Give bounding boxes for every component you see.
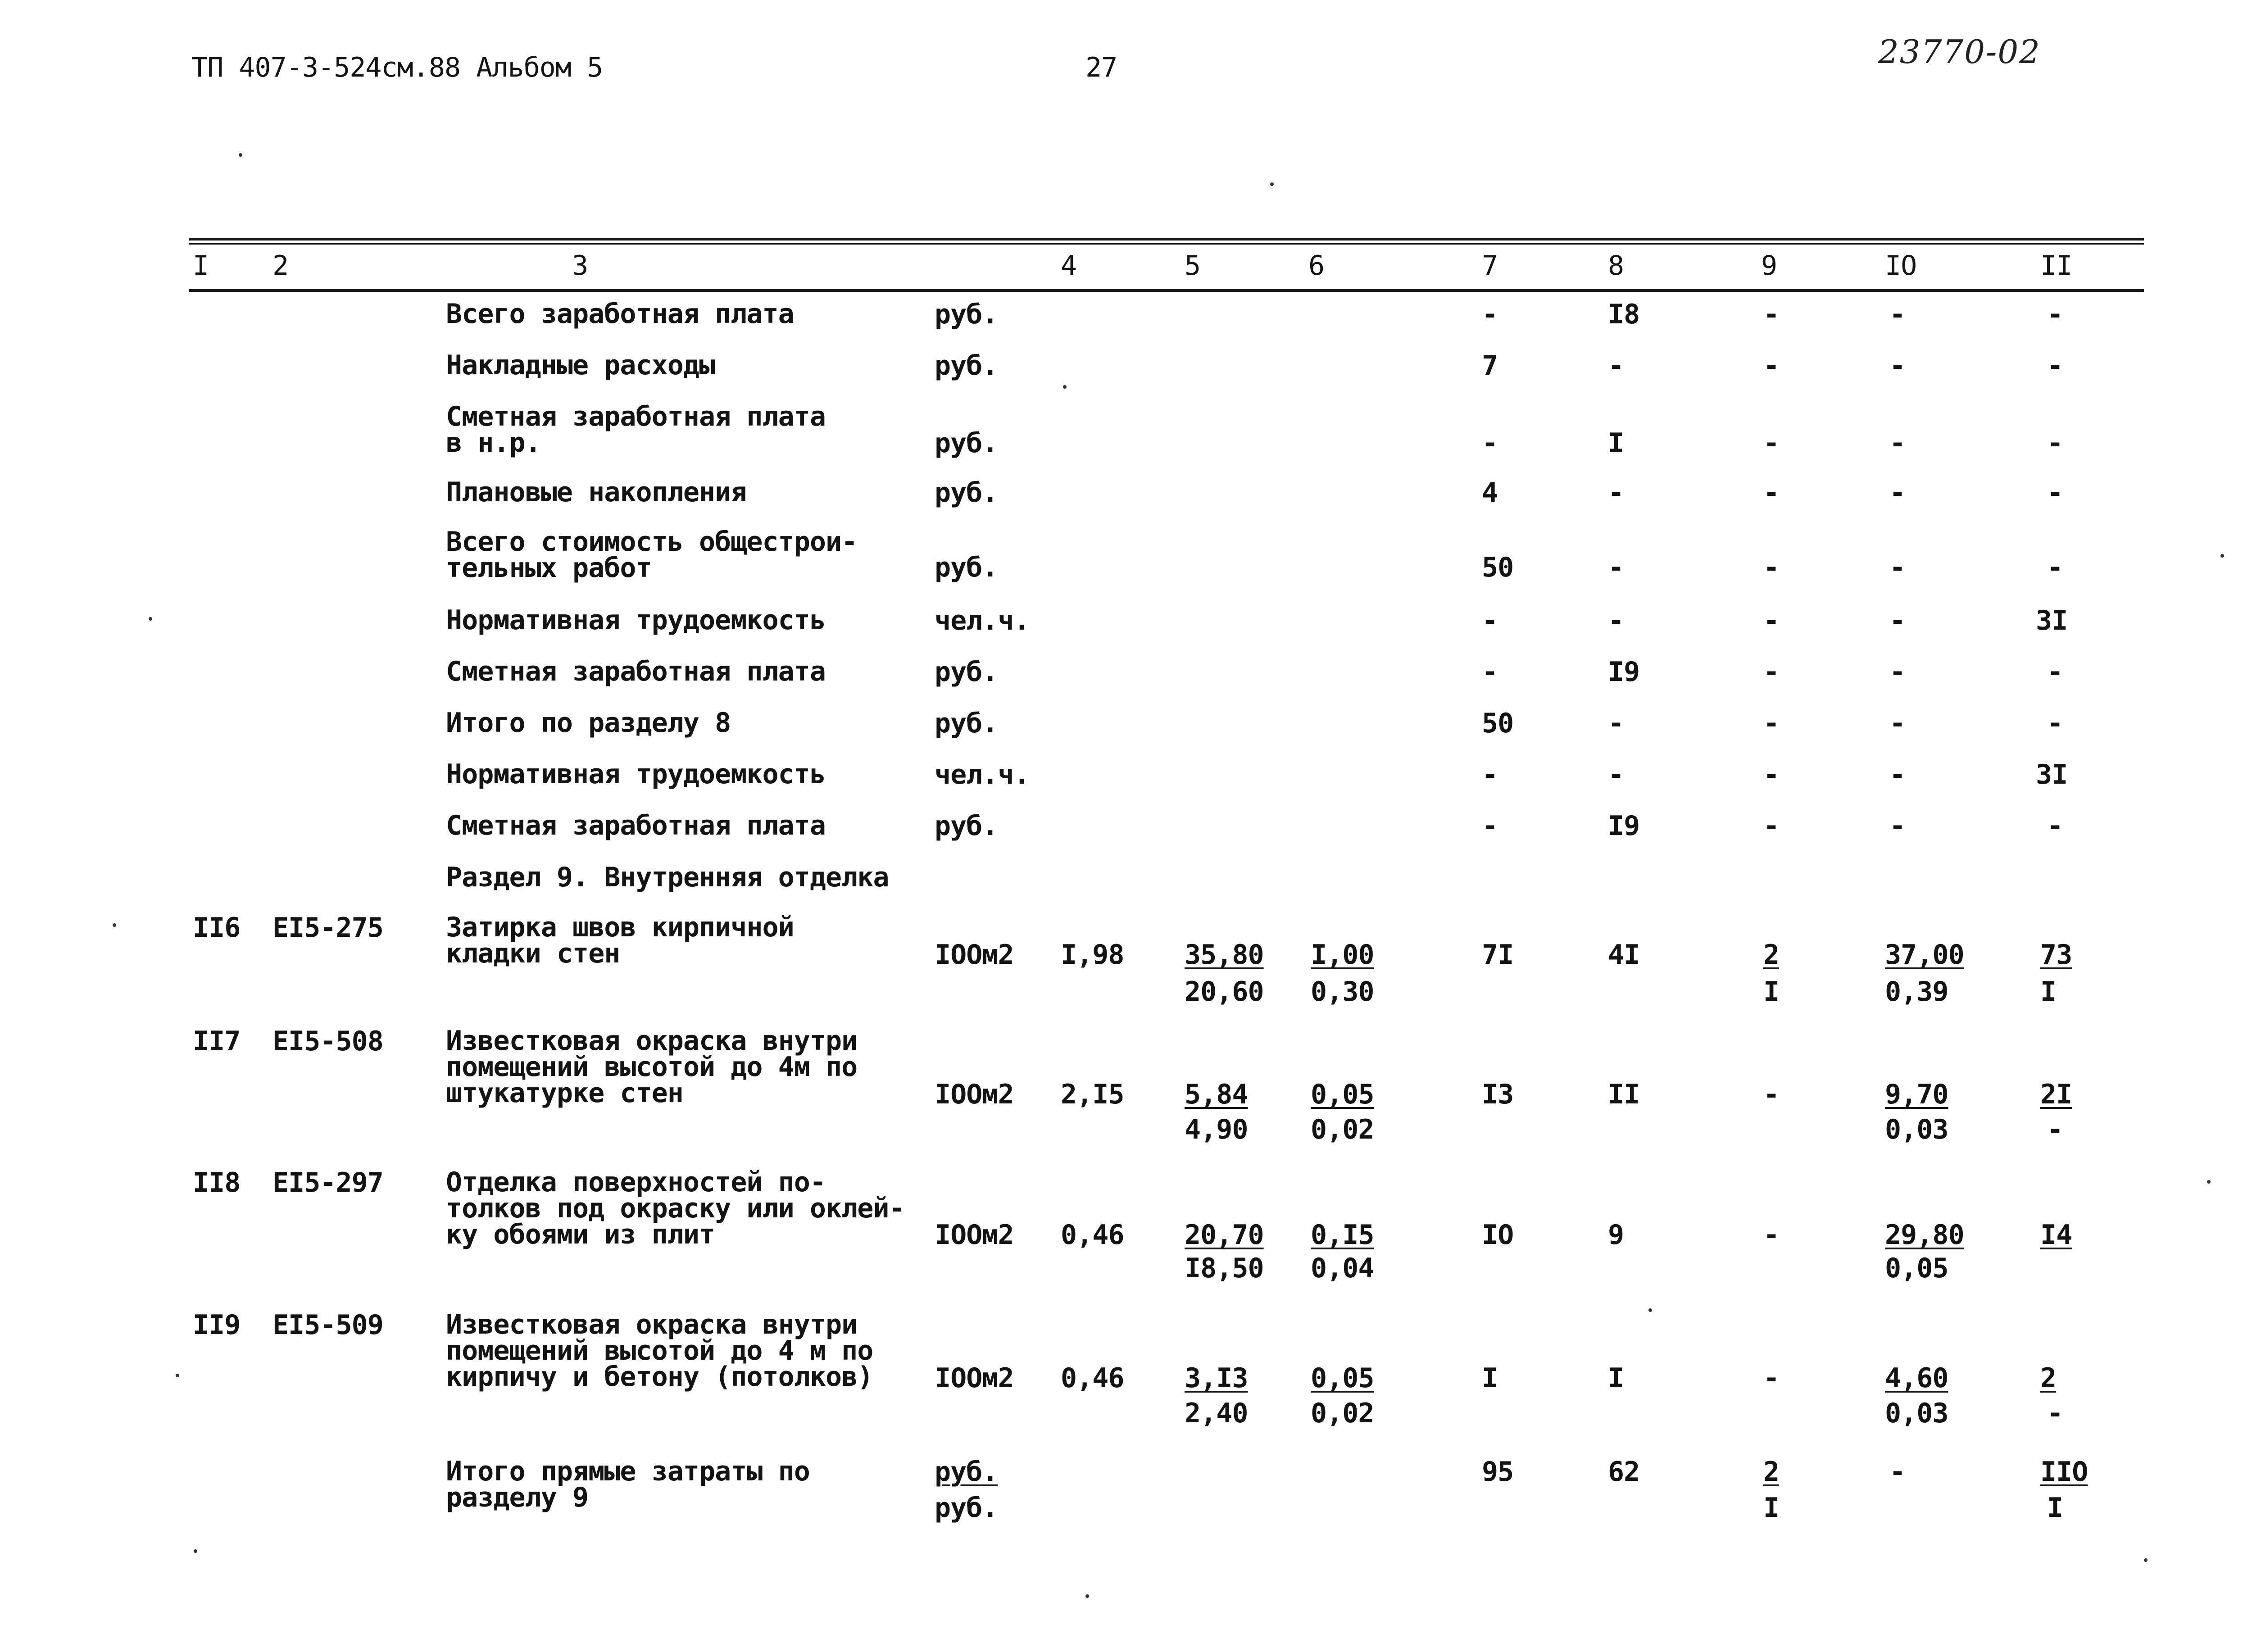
scan-speck bbox=[176, 1374, 179, 1377]
row-unit: руб. bbox=[935, 427, 998, 459]
row-unit: руб. bbox=[935, 810, 998, 842]
item-col5-bottom: 20,60 bbox=[1185, 976, 1264, 1008]
item-code: EI5-509 bbox=[272, 1309, 383, 1341]
item-col9-top: 2 bbox=[1763, 939, 1780, 971]
row-col7: - bbox=[1482, 759, 1498, 790]
row-col10: - bbox=[1889, 656, 1906, 688]
row-col10: - bbox=[1889, 477, 1906, 508]
row-col8: I bbox=[1608, 427, 1624, 459]
row-col8: - bbox=[1608, 477, 1624, 508]
row-col11: - bbox=[2047, 656, 2063, 688]
row-col11: - bbox=[2047, 810, 2063, 842]
item-col9-top: - bbox=[1763, 1362, 1780, 1394]
col-header-4: 4 bbox=[1061, 250, 1077, 281]
item-qty: 0,46 bbox=[1061, 1219, 1124, 1251]
item-qty: I,98 bbox=[1061, 939, 1124, 971]
item-name: Затирка швов кирпичной кладки стен bbox=[446, 912, 794, 969]
row-name: Сметная заработная плата bbox=[446, 656, 826, 687]
row-col8: - bbox=[1608, 759, 1624, 790]
row-col9: - bbox=[1763, 552, 1780, 583]
row-col10: - bbox=[1889, 708, 1906, 739]
item-name: Известковая окраска внутри помещений высотой до 4м по штукатурке стен bbox=[446, 1025, 858, 1109]
item-number: II6 bbox=[193, 912, 241, 944]
row-col8: - bbox=[1608, 350, 1624, 381]
total-col9-top: 2 bbox=[1763, 1456, 1780, 1488]
scan-speck bbox=[149, 617, 152, 621]
scan-speck bbox=[194, 1549, 197, 1553]
scan-speck bbox=[1085, 1594, 1089, 1598]
row-col7: - bbox=[1482, 810, 1498, 842]
item-col9-top: - bbox=[1763, 1079, 1780, 1110]
row-col9: - bbox=[1763, 759, 1780, 790]
item-number: II7 bbox=[193, 1026, 241, 1057]
section-title: Раздел 9. Внутренняя отделка bbox=[446, 862, 889, 893]
row-name: Накладные расходы bbox=[446, 349, 715, 381]
item-col10-bottom: 0,03 bbox=[1885, 1114, 1948, 1145]
row-unit: руб. bbox=[935, 708, 998, 739]
row-col10: - bbox=[1889, 605, 1906, 636]
item-col6-bottom: 0,30 bbox=[1311, 976, 1374, 1008]
row-col9: - bbox=[1763, 299, 1780, 330]
row-col9: - bbox=[1763, 708, 1780, 739]
col-header-9: 9 bbox=[1761, 250, 1777, 281]
row-name: Всего заработная плата bbox=[446, 298, 794, 330]
item-col6-bottom: 0,02 bbox=[1311, 1398, 1374, 1429]
row-col10: - bbox=[1889, 427, 1906, 459]
row-unit: чел.ч. bbox=[935, 605, 1030, 636]
item-col10-top: 4,60 bbox=[1885, 1362, 1948, 1394]
item-number: II9 bbox=[193, 1309, 241, 1341]
total-unit-bottom: руб. bbox=[935, 1492, 998, 1524]
item-col8: 9 bbox=[1608, 1219, 1624, 1251]
row-name: Нормативная трудоемкость bbox=[446, 758, 826, 790]
item-col7: IO bbox=[1482, 1219, 1514, 1251]
item-col6-bottom: 0,02 bbox=[1311, 1114, 1374, 1145]
item-col10-top: 37,00 bbox=[1885, 939, 1964, 971]
row-col7: - bbox=[1482, 605, 1498, 636]
item-col8: I bbox=[1608, 1362, 1624, 1394]
row-name: Итого по разделу 8 bbox=[446, 707, 731, 739]
col-header-1: I bbox=[193, 250, 209, 281]
item-col5-top: 5,84 bbox=[1185, 1079, 1248, 1110]
row-col8: - bbox=[1608, 708, 1624, 739]
item-name: Отделка поверхностей по- толков под окраску или оклей- ку обоями из плит bbox=[446, 1166, 905, 1250]
page-number: 27 bbox=[1085, 52, 1117, 83]
item-col5-bottom: 4,90 bbox=[1185, 1114, 1248, 1145]
col-header-2: 2 bbox=[272, 250, 289, 281]
row-col11: 3I bbox=[2036, 759, 2068, 790]
item-col6-top: 0,05 bbox=[1311, 1079, 1374, 1110]
scan-speck bbox=[239, 153, 242, 157]
col-header-8: 8 bbox=[1608, 250, 1624, 281]
item-col8: 4I bbox=[1608, 939, 1640, 971]
item-col6-top: 0,05 bbox=[1311, 1362, 1374, 1394]
col-header-5: 5 bbox=[1185, 250, 1201, 281]
row-col11: - bbox=[2047, 477, 2063, 508]
col-header-11: II bbox=[2040, 250, 2072, 281]
total-col9-bottom: I bbox=[1763, 1492, 1780, 1524]
row-name: Нормативная трудоемкость bbox=[446, 604, 826, 636]
row-col11: - bbox=[2047, 552, 2063, 583]
item-col10-top: 9,70 bbox=[1885, 1079, 1948, 1110]
item-qty: 0,46 bbox=[1061, 1362, 1124, 1394]
row-name: Сметная заработная плата в н.р. bbox=[446, 401, 826, 458]
row-unit: руб. bbox=[935, 299, 998, 330]
header-bottom-rule bbox=[189, 289, 2144, 292]
item-col11-bottom: - bbox=[2047, 1398, 2063, 1429]
row-unit: руб. bbox=[935, 656, 998, 688]
item-col10-bottom: 0,03 bbox=[1885, 1398, 1948, 1429]
row-col7: 50 bbox=[1482, 708, 1514, 739]
col-header-6: 6 bbox=[1308, 250, 1325, 281]
total-name: Итого прямые затраты по разделу 9 bbox=[446, 1456, 810, 1513]
row-name: Сметная заработная плата bbox=[446, 810, 826, 841]
scan-speck bbox=[1648, 1308, 1652, 1312]
row-col8: - bbox=[1608, 605, 1624, 636]
scan-speck bbox=[1063, 385, 1067, 389]
item-col6-bottom: 0,04 bbox=[1311, 1253, 1374, 1284]
item-col8: II bbox=[1608, 1079, 1640, 1110]
row-col9: - bbox=[1763, 427, 1780, 459]
item-col7: I bbox=[1482, 1362, 1498, 1394]
row-unit: чел.ч. bbox=[935, 759, 1030, 790]
row-col11: - bbox=[2047, 350, 2063, 381]
row-col10: - bbox=[1889, 759, 1906, 790]
item-col11-top: I4 bbox=[2040, 1219, 2072, 1251]
total-col11-bottom: I bbox=[2047, 1492, 2063, 1524]
row-col7: - bbox=[1482, 656, 1498, 688]
item-col6-top: 0,I5 bbox=[1311, 1219, 1374, 1251]
item-unit: IOOм2 bbox=[935, 1079, 1014, 1110]
row-col7: 7 bbox=[1482, 350, 1498, 381]
scan-speck bbox=[2207, 1180, 2211, 1184]
table-top-rule-thin bbox=[189, 243, 2144, 245]
row-col11: - bbox=[2047, 427, 2063, 459]
total-col10: - bbox=[1889, 1456, 1906, 1488]
row-unit: руб. bbox=[935, 552, 998, 583]
item-col11-top: 2 bbox=[2040, 1362, 2057, 1394]
row-col9: - bbox=[1763, 350, 1780, 381]
row-col10: - bbox=[1889, 350, 1906, 381]
item-col5-bottom: I8,50 bbox=[1185, 1253, 1264, 1284]
table-top-rule bbox=[189, 238, 2144, 241]
row-col8: I9 bbox=[1608, 810, 1640, 842]
item-col5-bottom: 2,40 bbox=[1185, 1398, 1248, 1429]
item-col10-bottom: 0,39 bbox=[1885, 976, 1948, 1008]
row-col10: - bbox=[1889, 810, 1906, 842]
item-col7: I3 bbox=[1482, 1079, 1514, 1110]
item-col10-top: 29,80 bbox=[1885, 1219, 1964, 1251]
scan-speck bbox=[2220, 554, 2224, 558]
item-col9-top: - bbox=[1763, 1219, 1780, 1251]
item-unit: IOOм2 bbox=[935, 939, 1014, 971]
item-col5-top: 3,I3 bbox=[1185, 1362, 1248, 1394]
item-col11-bottom: I bbox=[2040, 976, 2057, 1008]
col-header-10: IO bbox=[1885, 250, 1917, 281]
row-col10: - bbox=[1889, 299, 1906, 330]
item-code: EI5-275 bbox=[272, 912, 383, 944]
row-name: Плановые накопления bbox=[446, 477, 747, 508]
item-unit: IOOм2 bbox=[935, 1362, 1014, 1394]
row-col9: - bbox=[1763, 810, 1780, 842]
row-col7: - bbox=[1482, 299, 1498, 330]
row-name: Всего стоимость общестрои- тельных работ bbox=[446, 526, 858, 584]
item-col6-top: I,00 bbox=[1311, 939, 1374, 971]
total-col7: 95 bbox=[1482, 1456, 1514, 1488]
row-col11: - bbox=[2047, 299, 2063, 330]
row-col8: I8 bbox=[1608, 299, 1640, 330]
row-col7: 50 bbox=[1482, 552, 1514, 583]
row-unit: руб. bbox=[935, 350, 998, 381]
scan-speck bbox=[1270, 182, 1274, 186]
row-col7: 4 bbox=[1482, 477, 1498, 508]
item-col5-top: 20,70 bbox=[1185, 1219, 1264, 1251]
item-code: EI5-297 bbox=[272, 1167, 383, 1198]
row-col9: - bbox=[1763, 605, 1780, 636]
row-col10: - bbox=[1889, 552, 1906, 583]
item-name: Известковая окраска внутри помещений высотой до 4 м по кирпичу и бетону (потолков) bbox=[446, 1309, 873, 1393]
col-header-3: 3 bbox=[572, 250, 588, 281]
item-col11-bottom: - bbox=[2047, 1114, 2063, 1145]
handwritten-doc-number: 23770-02 bbox=[1878, 33, 2041, 71]
scan-speck bbox=[113, 923, 116, 927]
row-col9: - bbox=[1763, 656, 1780, 688]
item-col11-top: 2I bbox=[2040, 1079, 2072, 1110]
row-col8: I9 bbox=[1608, 656, 1640, 688]
total-col11-top: IIO bbox=[2040, 1456, 2088, 1488]
item-number: II8 bbox=[193, 1167, 241, 1198]
row-col8: - bbox=[1608, 552, 1624, 583]
item-unit: IOOм2 bbox=[935, 1219, 1014, 1251]
total-col8: 62 bbox=[1608, 1456, 1640, 1488]
item-code: EI5-508 bbox=[272, 1026, 383, 1057]
item-qty: 2,I5 bbox=[1061, 1079, 1124, 1110]
col-header-7: 7 bbox=[1482, 250, 1498, 281]
total-unit-top: руб. bbox=[935, 1456, 998, 1488]
scan-speck bbox=[2144, 1558, 2148, 1562]
row-col7: - bbox=[1482, 427, 1498, 459]
item-col9-bottom: I bbox=[1763, 976, 1780, 1008]
item-col10-bottom: 0,05 bbox=[1885, 1253, 1948, 1284]
row-col11: - bbox=[2047, 708, 2063, 739]
row-col11: 3I bbox=[2036, 605, 2068, 636]
row-col9: - bbox=[1763, 477, 1780, 508]
row-unit: руб. bbox=[935, 477, 998, 508]
document-title: ТП 407-3-524см.88 Альбом 5 bbox=[191, 52, 603, 83]
item-col5-top: 35,80 bbox=[1185, 939, 1264, 971]
item-col7: 7I bbox=[1482, 939, 1514, 971]
item-col11-top: 73 bbox=[2040, 939, 2072, 971]
